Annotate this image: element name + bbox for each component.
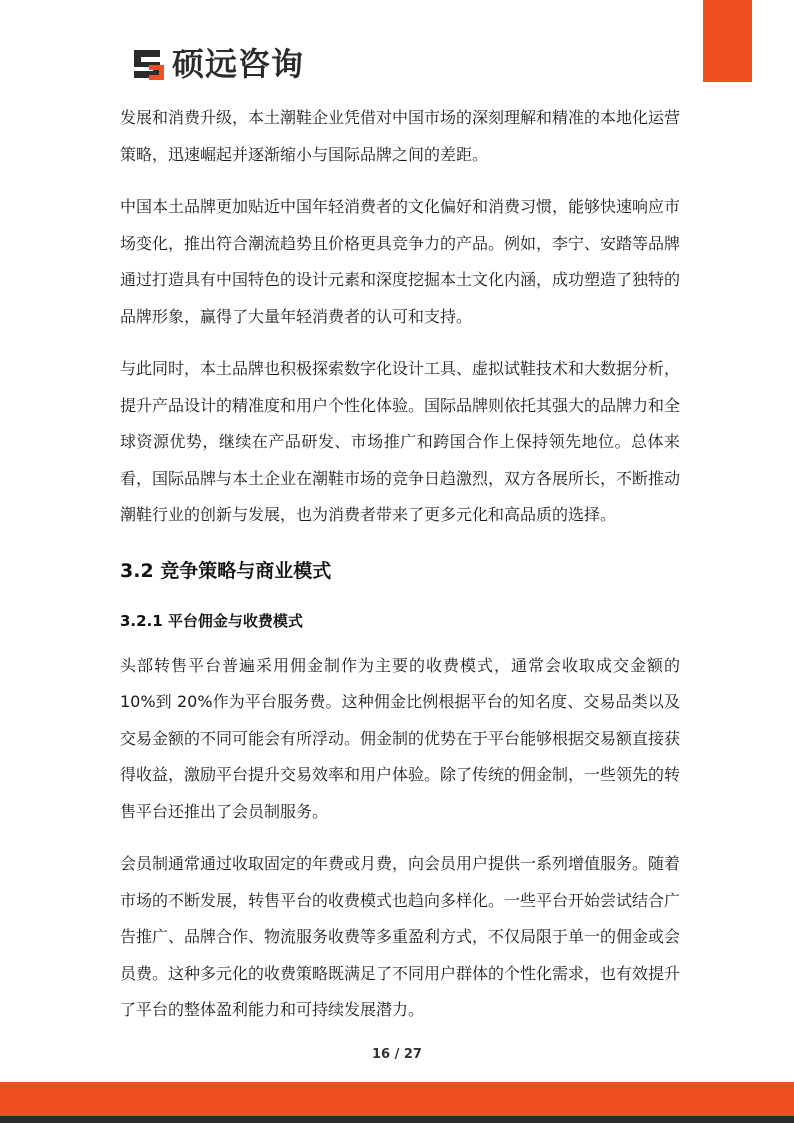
paragraph-2: 中国本土品牌更加贴近中国年轻消费者的文化偏好和消费习惯，能够快速响应市场变化，推出符合潮流趋势且价格更具竞争力的产品。例如，李宁、安踏等品牌通过打造具有中国特色的设计元素和深度挖掘本土文化内涵，成功塑造了独特的品牌形象，赢得了大量年轻消费者的认可和支持。	[120, 197, 681, 326]
paragraph-1: 发展和消费升级，本土潮鞋企业凭借对中国市场的深刻理解和精准的本地化运营策略，迅速崛起并逐渐缩小与国际品牌之间的差距。	[120, 108, 681, 164]
paragraph-4: 头部转售平台普遍采用佣金制作为主要的收费模式，通常会收取成交金额的10%到 20%作为平台服务费。这种佣金比例根据平台的知名度、交易品类以及交易金额的不同可能会有所浮动。佣金制的优势在于平台能够根据交易额直接获得收益，激励平台提升交易效率和用户体验。除了传统的佣金制，一些领先的转售平台还推出了会员制服务。	[120, 655, 681, 821]
paragraph-3: 与此同时，本土品牌也积极探索数字化设计工具、虚拟试鞋技术和大数据分析，提升产品设计的精准度和用户个性化体验。国际品牌则依托其强大的品牌力和全球资源优势，继续在产品研发、市场推广和跨国合作上保持领先地位。总体来看，国际品牌与本土企业在潮鞋市场的竞争日趋激烈，双方各展所长，不断推动潮鞋行业的创新与发展，也为消费者带来了更多元化和高品质的选择。	[120, 359, 681, 524]
page-number: 16 / 27	[372, 1047, 422, 1062]
brand-name: 硕远咨询	[172, 45, 305, 83]
brand-mark-icon	[130, 46, 166, 82]
paragraph-5: 会员制通常通过收取固定的年费或月费，向会员用户提供一系列增值服务。随着市场的不断发展，转售平台的收费模式也趋向多样化。一些平台开始尝试结合广告推广、品牌合作、物流服务收费等多重盈利方式，不仅局限于单一的佣金或会员费。这种多元化的收费策略既满足了不同用户群体的个性化需求，也有效提升了平台的整体盈利能力和可持续发展潜力。	[120, 854, 681, 1019]
corner-accent-block	[703, 0, 752, 82]
subsection-heading: 3.2.1 平台佣金与收费模式	[120, 611, 303, 630]
brand-logo	[130, 46, 304, 82]
document-body	[120, 100, 680, 1029]
section-heading: 3.2 竞争策略与商业模式	[120, 559, 332, 582]
footer-accent-bar	[0, 1082, 794, 1116]
footer-dark-strip	[0, 1116, 794, 1123]
